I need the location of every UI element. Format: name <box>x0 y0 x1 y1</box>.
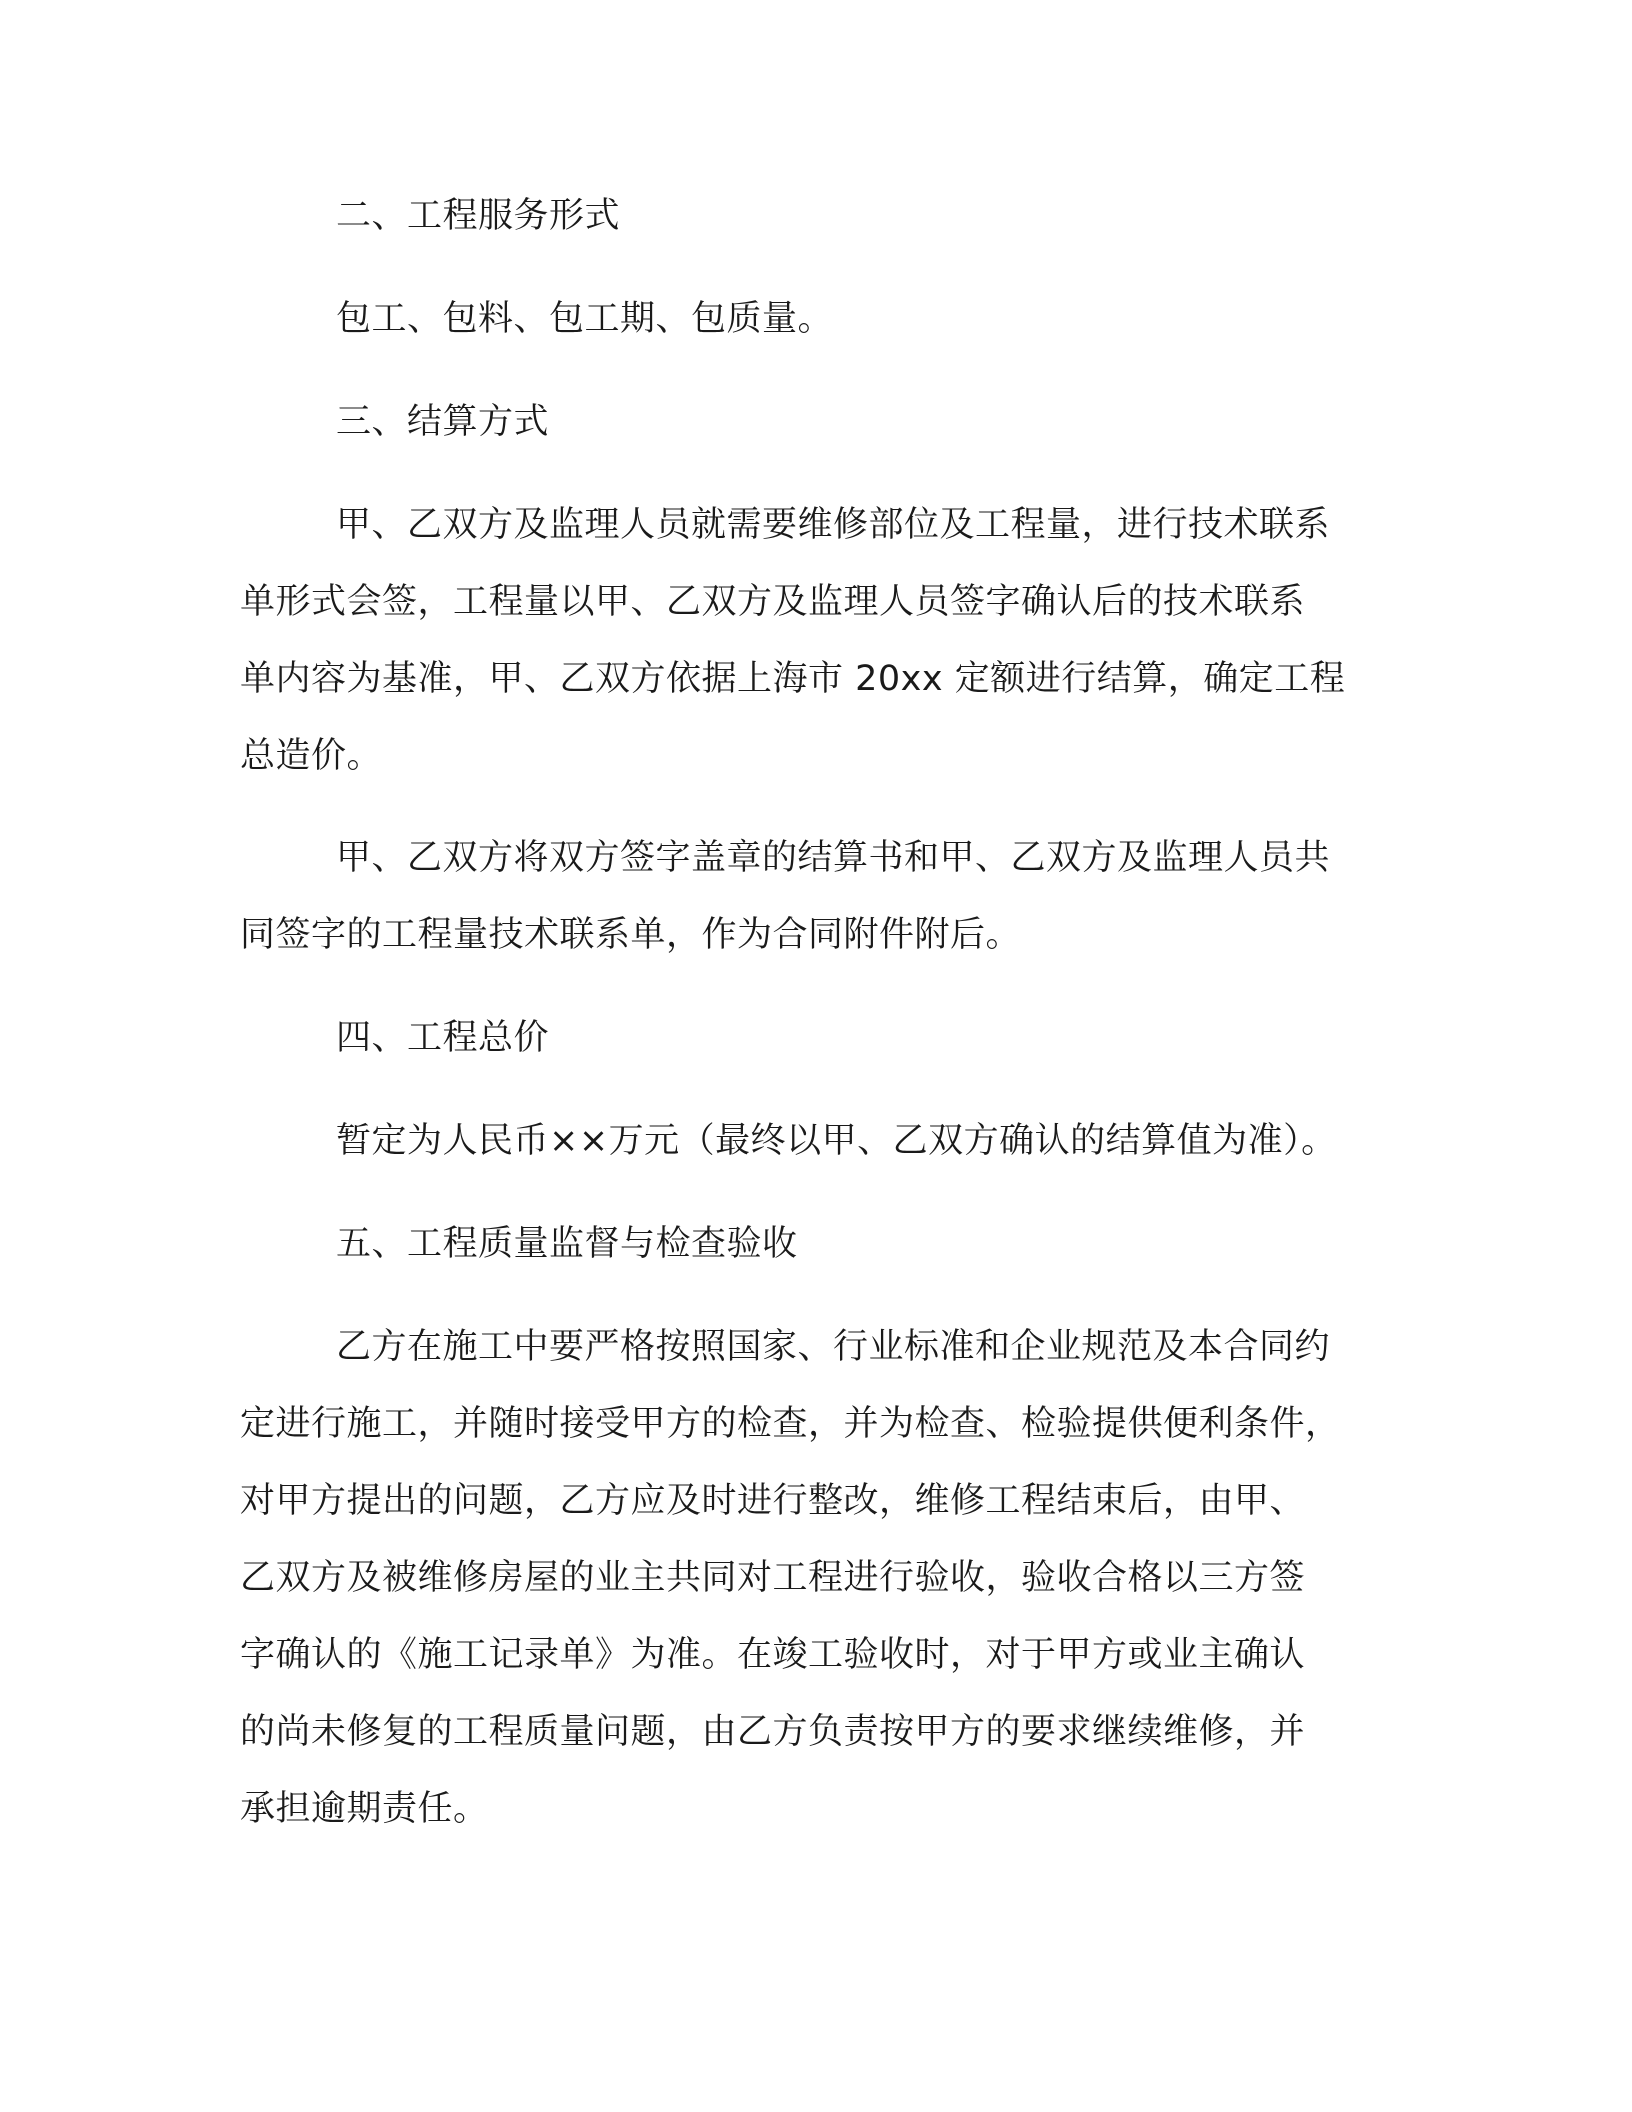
section-heading-settlement: 三、结算方式 <box>336 402 550 442</box>
paragraph-settlement-line: 总造价。 <box>240 736 383 776</box>
paragraph-quality-line: 乙双方及被维修房屋的业主共同对工程进行验收，验收合格以三方签 <box>240 1558 1306 1598</box>
paragraph-quality-line: 对甲方提出的问题，乙方应及时进行整改，维修工程结束后，由甲、 <box>240 1481 1306 1521</box>
paragraph-quality-line: 乙方在施工中要严格按照国家、行业标准和企业规范及本合同约 <box>336 1327 1331 1367</box>
paragraph-quality-line: 字确认的《施工记录单》为准。在竣工验收时，对于甲方或业主确认 <box>240 1635 1306 1675</box>
paragraph-quality-line: 的尚未修复的工程质量问题，由乙方负责按甲方的要求继续维修，并 <box>240 1712 1306 1752</box>
paragraph-quality-line: 定进行施工，并随时接受甲方的检查，并为检查、检验提供便利条件， <box>240 1404 1341 1444</box>
paragraph-settlement-attachment-line: 甲、乙双方将双方签字盖章的结算书和甲、乙双方及监理人员共 <box>336 838 1331 878</box>
paragraph-service-form: 包工、包料、包工期、包质量。 <box>336 299 834 339</box>
paragraph-settlement-attachment-line: 同签字的工程量技术联系单，作为合同附件附后。 <box>240 915 1022 955</box>
section-heading-service-form: 二、工程服务形式 <box>336 196 621 236</box>
section-heading-total-price: 四、工程总价 <box>336 1018 550 1058</box>
paragraph-settlement-line: 单内容为基准，甲、乙双方依据上海市 20xx 定额进行结算，确定工程 <box>240 659 1346 699</box>
section-heading-quality: 五、工程质量监督与检查验收 <box>336 1224 798 1264</box>
paragraph-quality-line: 承担逾期责任。 <box>240 1789 489 1829</box>
paragraph-settlement-line: 单形式会签，工程量以甲、乙双方及监理人员签字确认后的技术联系 <box>240 582 1306 622</box>
paragraph-total-price: 暂定为人民币××万元（最终以甲、乙双方确认的结算值为准）。 <box>336 1121 1337 1161</box>
paragraph-settlement-line: 甲、乙双方及监理人员就需要维修部位及工程量，进行技术联系 <box>336 505 1331 545</box>
